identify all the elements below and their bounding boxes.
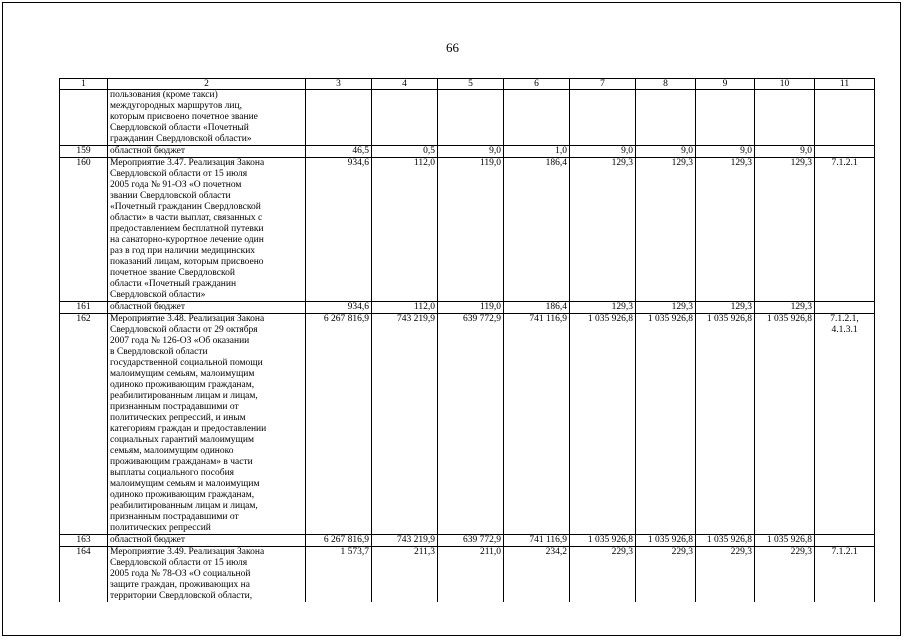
row-value: 6 267 816,9 (306, 314, 372, 535)
row-value (504, 90, 570, 146)
row-value: 129,3 (755, 158, 815, 302)
row-value (755, 90, 815, 146)
row-number: 161 (60, 302, 108, 314)
row-reference: 7.1.2.1 (815, 547, 875, 603)
row-value: 112,0 (372, 158, 438, 302)
row-value: 9,0 (438, 146, 504, 158)
row-value: 1 035 926,8 (696, 535, 755, 547)
row-value: 229,3 (636, 547, 696, 603)
row-value: 6 267 816,9 (306, 535, 372, 547)
row-value: 119,0 (438, 158, 504, 302)
row-value: 186,4 (504, 302, 570, 314)
row-description: областной бюджет (108, 146, 306, 158)
row-reference: 7.1.2.1, 4.1.3.1 (815, 314, 875, 535)
row-description: Мероприятие 3.49. Реализация Закона Свердловской области от 15 июля 2005 года № 78-ОЗ «О социальной защите граждан, проживающих на территории Свердловской области, (108, 547, 306, 603)
row-value: 9,0 (570, 146, 636, 158)
row-reference (815, 146, 875, 158)
row-number: 162 (60, 314, 108, 535)
row-value: 0,5 (372, 146, 438, 158)
row-value: 129,3 (696, 302, 755, 314)
row-value: 9,0 (696, 146, 755, 158)
row-value: 1 035 926,8 (570, 314, 636, 535)
column-header-7: 7 (570, 79, 636, 90)
table-row (60, 90, 875, 146)
row-value: 129,3 (696, 158, 755, 302)
row-number: 163 (60, 535, 108, 547)
row-value: 129,3 (570, 302, 636, 314)
column-header-2: 2 (108, 79, 306, 90)
row-value: 229,3 (570, 547, 636, 603)
table-row (60, 314, 875, 535)
column-header-5: 5 (438, 79, 504, 90)
budget-table (59, 78, 875, 602)
row-reference (815, 535, 875, 547)
row-value: 1 573,7 (306, 547, 372, 603)
row-number: 159 (60, 146, 108, 158)
table-row (60, 302, 875, 314)
column-header-4: 4 (372, 79, 438, 90)
row-value: 1 035 926,8 (696, 314, 755, 535)
column-header-10: 10 (755, 79, 815, 90)
row-value: 229,3 (696, 547, 755, 603)
column-header-11: 11 (815, 79, 875, 90)
row-value: 112,0 (372, 302, 438, 314)
row-value (372, 90, 438, 146)
row-reference (815, 302, 875, 314)
column-header-9: 9 (696, 79, 755, 90)
row-description: областной бюджет (108, 302, 306, 314)
row-value: 934,6 (306, 302, 372, 314)
row-value (570, 90, 636, 146)
row-value: 639 772,9 (438, 535, 504, 547)
row-description: Мероприятие 3.47. Реализация Закона Свердловской области от 15 июля 2005 года № 91-ОЗ «О почетном звании Свердловской области «Почетный гражданин Свердловской области» в части выплат, связанных с предоставлением бесплатной путевки на санаторно-курортное лечение один раз в год при наличии медицинских показаний лицам, которым присвоено почетное звание Свердловской области «Почетный гражданин Свердловской области» (108, 158, 306, 302)
row-value: 46,5 (306, 146, 372, 158)
row-description: Мероприятие 3.48. Реализация Закона Свердловской области от 29 октября 2007 года № 126-ОЗ «Об оказании в Свердловской области государственной социальной помощи малоимущим семьям, малоимущим одиноко проживающим гражданам, реабилитированным лицам и лицам, признанным пострадавшими от политических репрессий, и иным категориям граждан и предоставлении социальных гарантий малоимущим семьям, малоимущим одиноко проживающим гражданам» в части выплаты социального пособия малоимущим семьям и малоимущим одиноко проживающим гражданам, реабилитированным лицам и лицам, признанным пострадавшими от политических репрессий (108, 314, 306, 535)
row-reference (815, 90, 875, 146)
row-value: 741 116,9 (504, 314, 570, 535)
row-value: 129,3 (636, 158, 696, 302)
row-value: 229,3 (755, 547, 815, 603)
row-value (636, 90, 696, 146)
row-value: 1 035 926,8 (636, 535, 696, 547)
row-value: 1 035 926,8 (570, 535, 636, 547)
column-header-8: 8 (636, 79, 696, 90)
row-value: 211,0 (438, 547, 504, 603)
row-description: пользования (кроме такси) междугородных маршрутов лиц, которым присвоено почетное звание Свердловской области «Почетный гражданин Свердловской области» (108, 90, 306, 146)
row-value: 186,4 (504, 158, 570, 302)
row-reference: 7.1.2.1 (815, 158, 875, 302)
row-value: 741 116,9 (504, 535, 570, 547)
row-value: 234,2 (504, 547, 570, 603)
page-number: 66 (446, 40, 459, 55)
row-value: 1,0 (504, 146, 570, 158)
row-value: 1 035 926,8 (755, 314, 815, 535)
row-value: 129,3 (570, 158, 636, 302)
row-value (306, 90, 372, 146)
column-header-3: 3 (306, 79, 372, 90)
row-number: 160 (60, 158, 108, 302)
row-value: 119,0 (438, 302, 504, 314)
row-value: 1 035 926,8 (636, 314, 696, 535)
table-row (60, 146, 875, 158)
table-row (60, 158, 875, 302)
row-value: 9,0 (755, 146, 815, 158)
table-row (60, 547, 875, 603)
row-value: 211,3 (372, 547, 438, 603)
row-value (438, 90, 504, 146)
row-value: 639 772,9 (438, 314, 504, 535)
row-value: 1 035 926,8 (755, 535, 815, 547)
row-value: 129,3 (636, 302, 696, 314)
row-value: 743 219,9 (372, 535, 438, 547)
column-header-6: 6 (504, 79, 570, 90)
row-value: 743 219,9 (372, 314, 438, 535)
row-number (60, 90, 108, 146)
table-row (60, 535, 875, 547)
column-header-1: 1 (60, 79, 108, 90)
row-number: 164 (60, 547, 108, 603)
row-description: областной бюджет (108, 535, 306, 547)
header-row (60, 79, 875, 90)
row-value: 129,3 (755, 302, 815, 314)
row-value: 9,0 (636, 146, 696, 158)
row-value: 934,6 (306, 158, 372, 302)
row-value (696, 90, 755, 146)
